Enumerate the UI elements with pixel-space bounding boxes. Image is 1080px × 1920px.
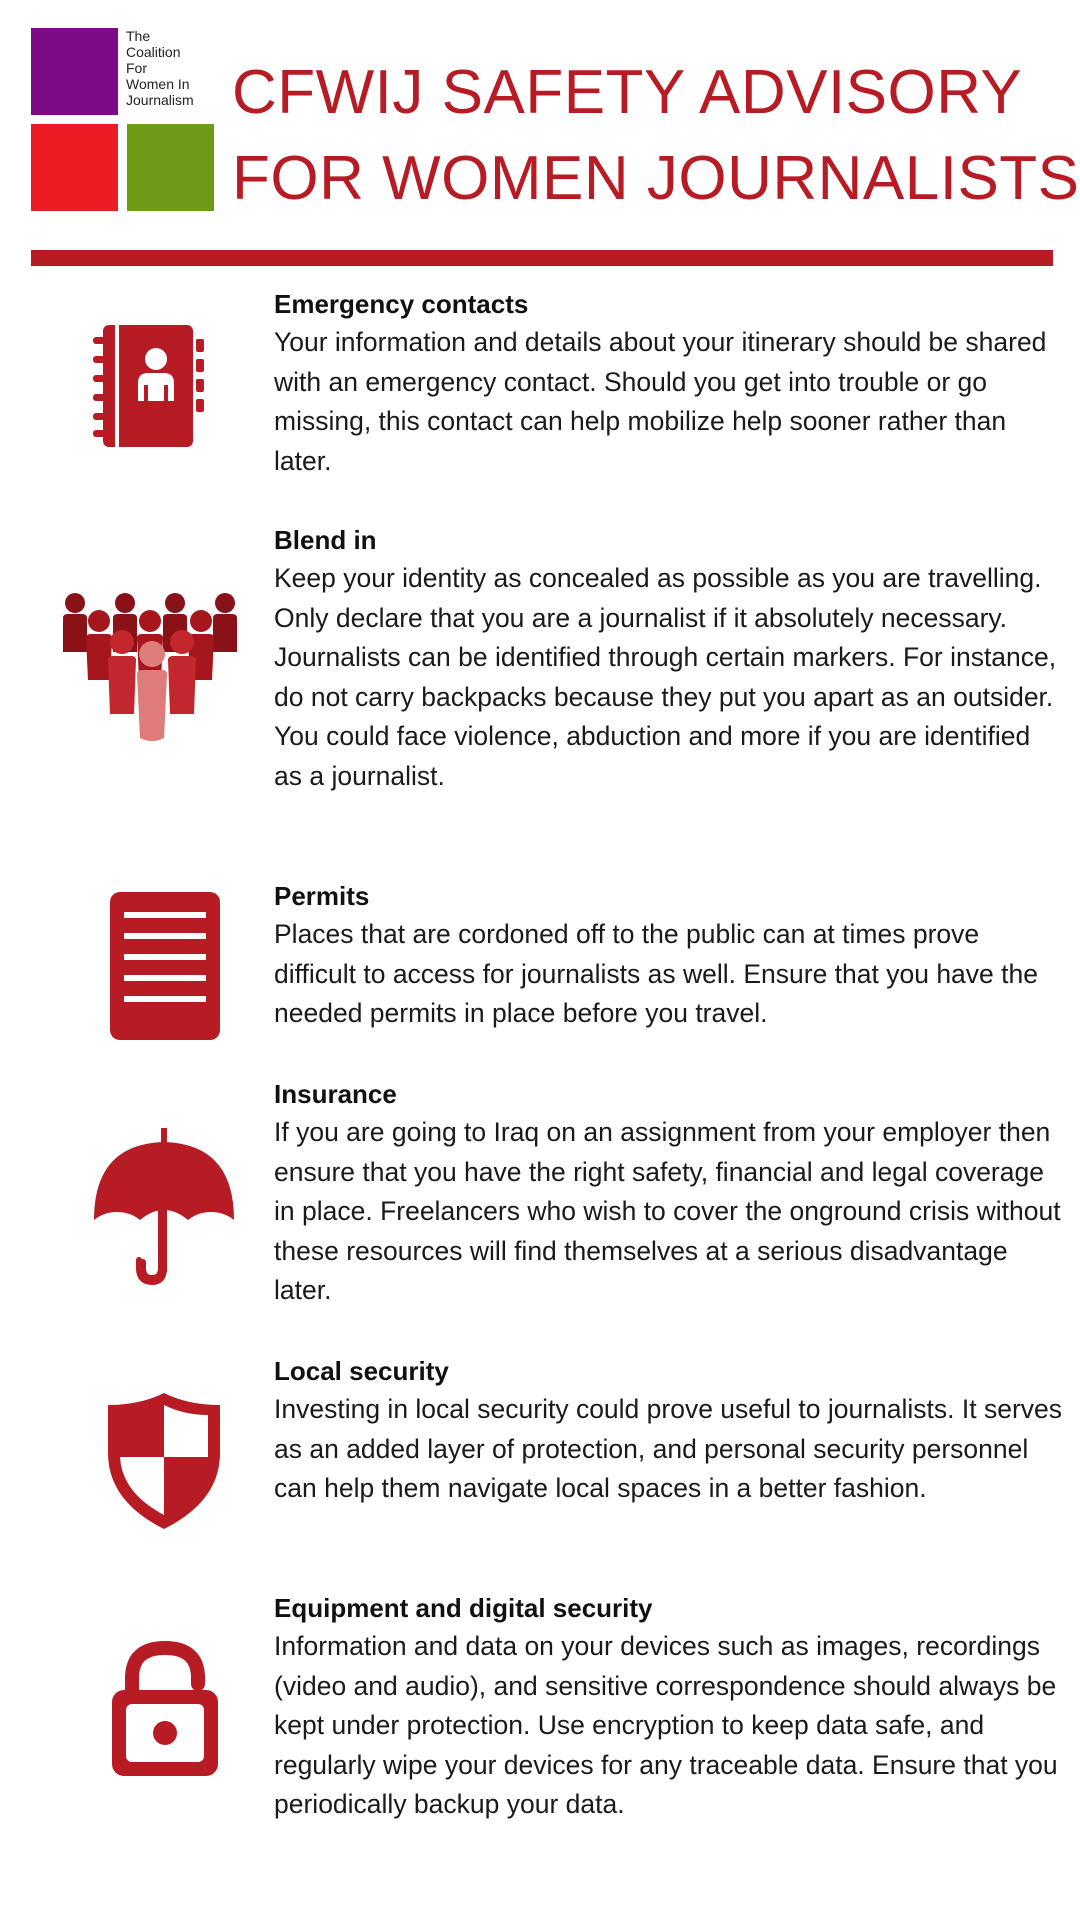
logo-line: Journalism (126, 92, 194, 108)
section-body: If you are going to Iraq on an assignment from your employer then ensure that you have the right safety, financial and legal coverage in place. Freelancers who wish to cover the onground crisis without these resources will find themselves at a serious disadvantage later. (274, 1117, 1061, 1305)
page-title-line-1: CFWIJ SAFETY ADVISORY (232, 58, 1023, 127)
logo-line: Coalition (126, 44, 181, 60)
logo-text (126, 28, 226, 108)
logo-square-green (127, 124, 214, 211)
page-title-line-2: FOR WOMEN JOURNALISTS (232, 144, 1080, 213)
section-heading: Permits (274, 881, 370, 911)
shield-icon (108, 1393, 220, 1529)
logo-square-red (31, 124, 118, 211)
section-heading: Emergency contacts (274, 289, 529, 319)
section-heading: Local security (274, 1356, 449, 1386)
section-heading: Insurance (274, 1079, 397, 1109)
logo-square-purple (31, 28, 118, 115)
umbrella-icon (94, 1128, 234, 1288)
section-body: Places that are cordoned off to the public can at times prove difficult to access for journalists as well. Ensure that you have the needed permits in place before you travel. (274, 919, 1038, 1028)
section-body: Investing in local security could prove useful to journalists. It serves as an added layer of protection, and personal security personnel can help them navigate local spaces in a better fashion. (274, 1394, 1063, 1503)
contact-book-icon (93, 323, 205, 449)
section-heading: Blend in (274, 525, 377, 555)
document-icon (110, 892, 220, 1040)
section-body: Keep your identity as concealed as possible as you are travelling. Only declare that you are a journalist if it absolutely necessary. Journalists can be identified through certain markers. For instance, do not carry backpacks because they put you apart as an outsider. You could face violence, abduction and more if you are identified as a journalist. (274, 563, 1057, 791)
section-heading: Equipment and digital security (274, 1593, 653, 1623)
section-body: Information and data on your devices such as images, recordings (video and audio), and sensitive correspondence should always be kept under protection. Use encryption to keep data safe, and regularly wipe your devices for any traceable data. Ensure that you periodically backup your data. (274, 1631, 1058, 1819)
logo-line: For (126, 60, 147, 76)
header-divider (31, 250, 1053, 266)
crowd-icon (60, 592, 240, 744)
logo-line: Women In (126, 76, 190, 92)
padlock-icon (110, 1640, 220, 1778)
cfwij-logo (31, 28, 217, 214)
section-body: Your information and details about your itinerary should be shared with an emergency contact. Should you get into trouble or go missing, this contact can help mobilize help sooner rather than later. (274, 327, 1047, 476)
page-title (232, 50, 1080, 222)
logo-line: The (126, 28, 151, 44)
